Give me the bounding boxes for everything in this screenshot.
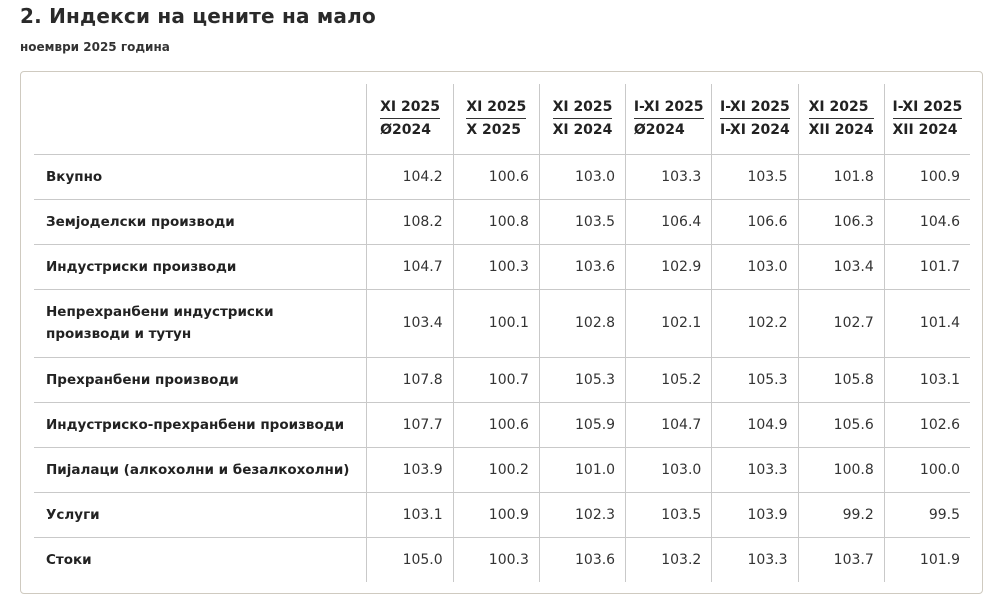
table-cell: 102.1: [626, 289, 712, 357]
column-header: $\frac{XI 2025}{Ø2024}$: [367, 84, 453, 154]
table-cell: 100.6: [453, 154, 539, 199]
table-cell: 100.8: [798, 447, 884, 492]
table-cell: 103.4: [367, 289, 453, 357]
table-cell: 102.3: [539, 492, 625, 537]
table-cell: 106.3: [798, 199, 884, 244]
table-cell: 103.3: [626, 154, 712, 199]
table-row: [34, 154, 970, 199]
row-label: Стоки: [46, 551, 92, 568]
table-cell: 107.7: [367, 402, 453, 447]
table-cell: 100.0: [884, 447, 970, 492]
column-header: $\frac{XI 2025}{X 2025}$: [453, 84, 539, 154]
table-cell: 102.7: [798, 289, 884, 357]
table-cell: 101.7: [884, 244, 970, 289]
table-cell: 105.3: [712, 357, 798, 402]
table-card: [20, 71, 983, 594]
column-header: XI 2025 XII 2024: [798, 84, 884, 154]
table-cell: 101.0: [539, 447, 625, 492]
row-label: Индустриски производи: [46, 258, 237, 275]
table-cell: 100.8: [453, 199, 539, 244]
column-header: $\frac{I-XI 2025}{Ø2024}$: [626, 84, 712, 154]
table-row: [34, 537, 970, 582]
table-cell: 103.4: [798, 244, 884, 289]
table-cell: 103.5: [539, 199, 625, 244]
price-index-table: [34, 84, 970, 582]
table-cell: 103.6: [539, 537, 625, 582]
table-cell: 103.5: [712, 154, 798, 199]
row-label: Прехранбени производи: [46, 371, 239, 388]
table-cell: 101.8: [798, 154, 884, 199]
table-cell: 104.7: [626, 402, 712, 447]
row-label: Индустриско-прехранбени производи: [46, 416, 345, 433]
table-cell: 104.7: [367, 244, 453, 289]
table-cell: 100.1: [453, 289, 539, 357]
row-label: Пијалаци (алкохолни и безалкохолни): [46, 461, 350, 478]
table-cell: 103.9: [367, 447, 453, 492]
table-cell: 106.4: [626, 199, 712, 244]
table-cell: 104.6: [884, 199, 970, 244]
table-cell: 101.4: [884, 289, 970, 357]
table-row: [34, 402, 970, 447]
table-cell: 103.3: [712, 447, 798, 492]
table-cell: 103.1: [367, 492, 453, 537]
table-row: [34, 199, 970, 244]
table-cell: 100.6: [453, 402, 539, 447]
table-row: [34, 447, 970, 492]
table-row: [34, 289, 970, 357]
table-cell: 99.2: [798, 492, 884, 537]
column-header: I-XI 2025 XII 2024: [884, 84, 970, 154]
table-cell: 102.6: [884, 402, 970, 447]
table-cell: 102.9: [626, 244, 712, 289]
table-cell: 100.3: [453, 244, 539, 289]
table-header-row: [34, 84, 970, 154]
row-label: Вкупно: [46, 168, 103, 185]
table-cell: 103.2: [626, 537, 712, 582]
table-cell: 100.3: [453, 537, 539, 582]
table-cell: 102.2: [712, 289, 798, 357]
table-cell: 105.9: [539, 402, 625, 447]
table-cell: 99.5: [884, 492, 970, 537]
table-cell: 103.6: [539, 244, 625, 289]
table-cell: 105.0: [367, 537, 453, 582]
table-cell: 103.0: [539, 154, 625, 199]
table-cell: 103.3: [712, 537, 798, 582]
table-cell: 103.9: [712, 492, 798, 537]
column-header: $\frac{I-XI 2025}{I-XI 2024}$: [712, 84, 798, 154]
page-title: 2. Индекси на цените на мало: [20, 4, 376, 28]
table-cell: 105.2: [626, 357, 712, 402]
row-label: Земјоделски производи: [46, 213, 235, 230]
table-cell: 105.6: [798, 402, 884, 447]
table-cell: 103.7: [798, 537, 884, 582]
table-cell: 103.0: [626, 447, 712, 492]
header-corner-cell: [34, 84, 367, 154]
table-row: [34, 357, 970, 402]
page-subtitle: ноември 2025 година: [20, 40, 170, 54]
table-cell: 106.6: [712, 199, 798, 244]
table-cell: 105.3: [539, 357, 625, 402]
row-label: Услуги: [46, 506, 100, 523]
row-label: Непрехранбени индустриски производи и тутун: [46, 304, 274, 342]
table-cell: 100.7: [453, 357, 539, 402]
table-cell: 105.8: [798, 357, 884, 402]
table-row: [34, 244, 970, 289]
table-cell: 103.0: [712, 244, 798, 289]
table-cell: 104.9: [712, 402, 798, 447]
table-cell: 100.9: [453, 492, 539, 537]
table-cell: 103.1: [884, 357, 970, 402]
table-cell: 107.8: [367, 357, 453, 402]
table-cell: 103.5: [626, 492, 712, 537]
column-header: $\frac{XI 2025}{XI 2024}$: [539, 84, 625, 154]
table-cell: 104.2: [367, 154, 453, 199]
table-cell: 101.9: [884, 537, 970, 582]
table-cell: 100.2: [453, 447, 539, 492]
table-cell: 102.8: [539, 289, 625, 357]
table-cell: 108.2: [367, 199, 453, 244]
table-row: [34, 492, 970, 537]
table-cell: 100.9: [884, 154, 970, 199]
